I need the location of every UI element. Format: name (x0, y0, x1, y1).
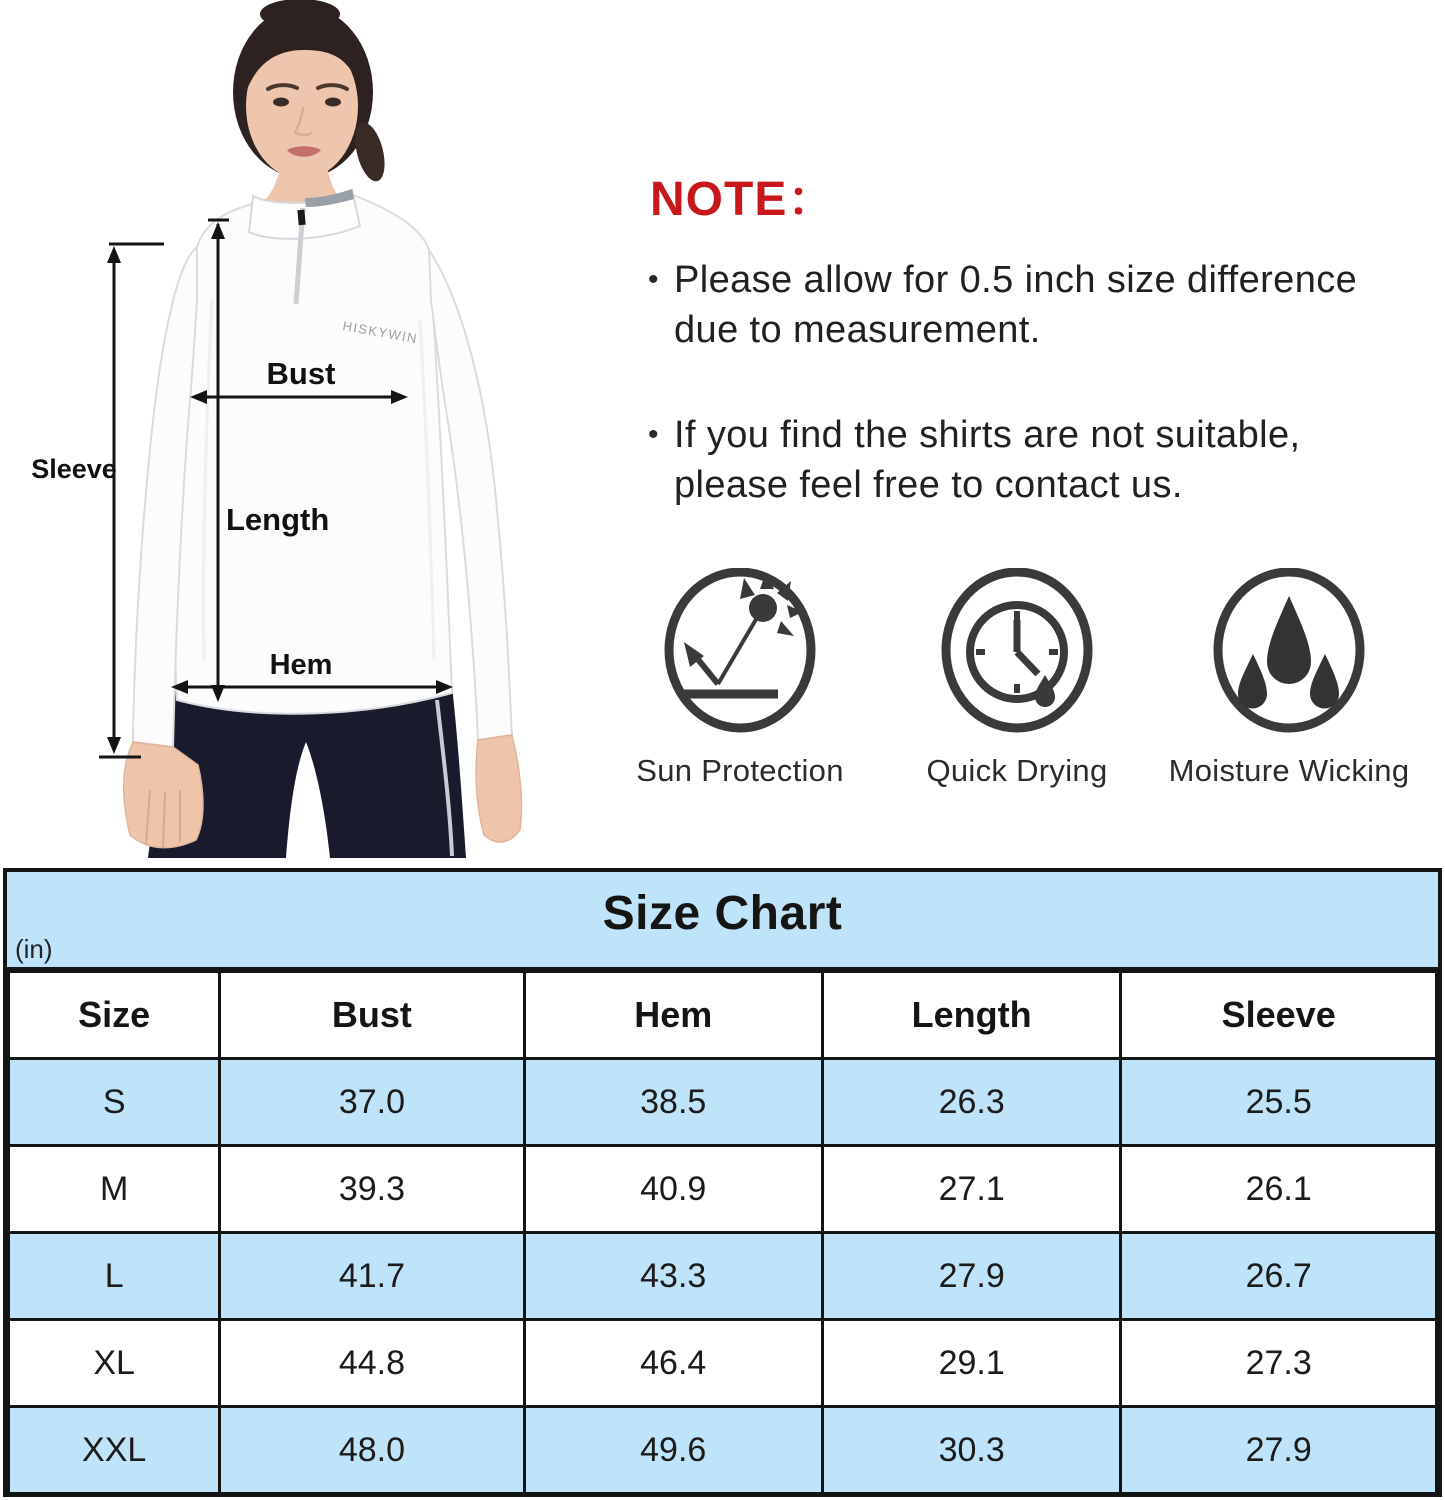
cell-length: 30.3 (822, 1407, 1120, 1494)
cell-size: XXL (9, 1407, 220, 1494)
feature-label: Sun Protection (636, 753, 844, 788)
hem-label: Hem (269, 649, 333, 681)
feature-icons-row (630, 568, 1430, 813)
cell-length: 27.1 (822, 1146, 1120, 1233)
feature-quick-drying (877, 568, 1157, 789)
length-label: Length (226, 502, 330, 537)
cell-bust: 37.0 (220, 1059, 524, 1146)
table-row-s (9, 1059, 1437, 1146)
cell-sleeve: 25.5 (1121, 1059, 1437, 1146)
feature-label: Moisture Wicking (1168, 753, 1410, 788)
quick-drying-icon (937, 568, 1097, 738)
measurement-diagram (0, 0, 645, 868)
size-chart-unit: (in) (15, 934, 53, 964)
sun-protection-icon (660, 568, 820, 738)
size-chart (3, 868, 1442, 1497)
cell-bust: 41.7 (220, 1233, 524, 1320)
cell-sleeve: 27.9 (1121, 1407, 1437, 1494)
cell-hem: 49.6 (524, 1407, 822, 1494)
moisture-wicking-icon (1209, 568, 1369, 738)
header-cell-sleeve: Sleeve (1121, 972, 1437, 1059)
note-bullet-1-line-1: Please allow for 0.5 inch size difference (674, 259, 1358, 301)
zipper-pull (297, 210, 305, 226)
cell-bust: 39.3 (220, 1146, 524, 1233)
note-bullet-1-line-2: due to measurement. (674, 309, 1041, 351)
note-heading: NOTE： (650, 173, 837, 226)
cell-sleeve: 27.3 (1121, 1320, 1437, 1407)
cell-size: XL (9, 1320, 220, 1407)
cell-bust: 44.8 (220, 1320, 524, 1407)
cell-bust: 48.0 (220, 1407, 524, 1494)
cell-sleeve: 26.7 (1121, 1233, 1437, 1320)
cell-sleeve: 26.1 (1121, 1146, 1437, 1233)
note-bullet-1 (648, 255, 1357, 355)
note-bullet-2-line-2: please feel free to contact us. (674, 464, 1183, 506)
cell-length: 27.9 (822, 1233, 1120, 1320)
header-row (9, 972, 1437, 1059)
note-bullet-2 (648, 410, 1300, 510)
model-photo (0, 0, 645, 868)
bullet-dot: • (648, 263, 659, 296)
model-hand-right (476, 735, 522, 842)
cell-length: 29.1 (822, 1320, 1120, 1407)
cell-length: 26.3 (822, 1059, 1120, 1146)
model-shirt-torso (175, 195, 452, 714)
header-cell-size: Size (9, 972, 220, 1059)
brand-logo: HISKYWIN (341, 318, 420, 347)
feature-label: Quick Drying (926, 753, 1108, 788)
bust-label: Bust (266, 356, 336, 391)
sleeve-label: Sleeve (31, 454, 117, 484)
note-bullet-2-line-1: If you find the shirts are not suitable, (674, 414, 1301, 456)
feature-sun-protection (600, 568, 880, 789)
cell-hem: 40.9 (524, 1146, 822, 1233)
table-row-m (9, 1146, 1437, 1233)
cell-size: L (9, 1233, 220, 1320)
header-cell-bust: Bust (220, 972, 524, 1059)
size-chart-title: Size Chart (602, 887, 843, 940)
table-row-xxl (9, 1407, 1437, 1494)
cell-size: S (9, 1059, 220, 1146)
header-cell-hem: Hem (524, 972, 822, 1059)
table-row-xl (9, 1320, 1437, 1407)
model-eye-left (273, 98, 289, 107)
table-row-l (9, 1233, 1437, 1320)
header-cell-length: Length (822, 972, 1120, 1059)
size-chart-title-band (7, 872, 1438, 970)
bullet-dot: • (648, 418, 659, 451)
feature-moisture-wicking (1149, 568, 1429, 789)
size-chart-grid (7, 970, 1438, 1495)
cell-hem: 46.4 (524, 1320, 822, 1407)
cell-size: M (9, 1146, 220, 1233)
cell-hem: 43.3 (524, 1233, 822, 1320)
cell-hem: 38.5 (524, 1059, 822, 1146)
model-eye-right (325, 98, 341, 107)
